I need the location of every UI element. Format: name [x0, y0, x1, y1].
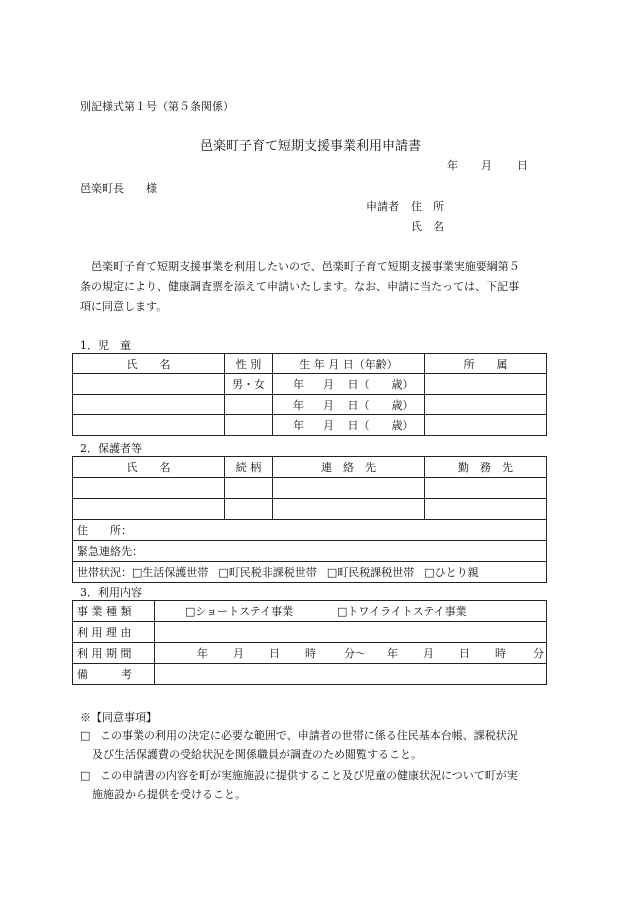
- table-row: [73, 415, 547, 436]
- date-year: 年: [447, 159, 458, 172]
- usage-type-options: [155, 601, 547, 622]
- header-birthdate: 生 年 月 日（年齢）: [273, 354, 425, 374]
- contact-cell[interactable]: [273, 478, 425, 499]
- consent-item-1: [80, 726, 550, 764]
- consent-checkbox-2[interactable]: □: [80, 769, 91, 782]
- workplace-cell[interactable]: [425, 499, 547, 520]
- affiliation-cell[interactable]: [425, 415, 547, 436]
- table-row: [73, 499, 547, 520]
- usage-reason-field[interactable]: [155, 622, 547, 643]
- guardian-name-cell[interactable]: [73, 499, 225, 520]
- header-gender: 性 別: [225, 354, 273, 374]
- form-title: 邑楽町子育て短期支援事業利用申請書: [200, 139, 422, 154]
- remarks-row: [73, 664, 547, 685]
- relationship-cell[interactable]: [225, 499, 273, 520]
- intro-line: 項に同意します。: [80, 300, 168, 313]
- intro-line: 邑楽町子育て短期支援事業を利用したいので、邑楽町子育て短期支援事業実施要綱第５: [80, 260, 520, 273]
- header-workplace: 勤 務 先: [425, 457, 547, 478]
- date-day: 日: [517, 159, 528, 172]
- usage-period-field[interactable]: 年 月 日 時 分〜 年 月 日 時 分: [155, 643, 547, 664]
- section-children-heading: 1．児 童: [80, 339, 131, 352]
- consent-heading: ※【同意事項】: [80, 711, 157, 724]
- guardian-name-cell[interactable]: [73, 478, 225, 499]
- usage-reason-label: 利 用 理 由: [73, 622, 155, 643]
- child-name-cell[interactable]: [73, 374, 225, 395]
- usage-type-row: [73, 601, 547, 622]
- address-label: 住 所：: [73, 520, 547, 541]
- date-month: 月: [481, 159, 492, 172]
- consent-item-2: [80, 766, 550, 804]
- address-row[interactable]: [73, 520, 547, 541]
- section-usage-heading: 3．利用内容: [80, 586, 142, 599]
- intro-paragraph: [80, 257, 520, 317]
- twilight-stay-option[interactable]: □トワイライトステイ事業: [337, 605, 467, 618]
- household-status-cell: [73, 562, 547, 583]
- consent-text-1: この事業の利用の決定に必要な範囲で、申請者の世帯に係る住民基本台帳、課税状況 及び生活保護費の受給状況を関係職員が調査のため閲覧すること。: [92, 729, 518, 761]
- birthdate-cell[interactable]: 年 月 日（ 歳）: [273, 395, 425, 415]
- gender-cell[interactable]: [225, 395, 273, 415]
- relationship-cell[interactable]: [225, 478, 273, 499]
- household-option-taxable[interactable]: □町民税課税世帯: [326, 566, 415, 579]
- consent-text-2: この申請書の内容を町が実施施設に提供すること及び児童の健康状況について町が実 施施設から提供を受けること。: [92, 769, 518, 801]
- consent-checkbox-1[interactable]: □: [80, 729, 91, 742]
- affiliation-cell[interactable]: [425, 374, 547, 395]
- addressee: 邑楽町長 様: [80, 182, 157, 195]
- gender-cell[interactable]: 男・女: [225, 374, 273, 395]
- usage-type-label: 事 業 種 類: [73, 601, 155, 622]
- table-row: [73, 374, 547, 395]
- table-row: [73, 395, 547, 415]
- emergency-contact-row[interactable]: [73, 541, 547, 562]
- remarks-label: 備 考: [73, 664, 155, 685]
- guardians-table: [72, 456, 547, 583]
- contact-cell[interactable]: [273, 499, 425, 520]
- emergency-contact-label: 緊急連絡先：: [73, 541, 547, 562]
- guardians-header-row: [73, 457, 547, 478]
- children-table: [72, 353, 547, 436]
- household-option-non-taxable[interactable]: □町民税非課税世帯: [218, 566, 317, 579]
- intro-line: 条の規定により、健康調査票を添えて申請いたします。なお、申請に当たっては、下記事: [80, 280, 520, 293]
- remarks-field[interactable]: [155, 664, 547, 685]
- applicant-name-label: 氏 名: [411, 220, 444, 233]
- children-header-row: [73, 354, 547, 374]
- household-status-row: [73, 562, 547, 583]
- header-affiliation: 所 属: [425, 354, 547, 374]
- usage-table: [72, 600, 547, 685]
- household-status-label: 世帯状況：: [77, 566, 132, 579]
- child-name-cell[interactable]: [73, 415, 225, 436]
- workplace-cell[interactable]: [425, 478, 547, 499]
- gender-cell[interactable]: [225, 415, 273, 436]
- applicant-address-label: 住 所: [411, 200, 444, 213]
- birthdate-cell[interactable]: 年 月 日（ 歳）: [273, 374, 425, 395]
- short-stay-option[interactable]: □ショートステイ事業: [185, 605, 294, 618]
- household-option-welfare[interactable]: □生活保護世帯: [132, 566, 209, 579]
- header-contact: 連 絡 先: [273, 457, 425, 478]
- table-row: [73, 478, 547, 499]
- usage-period-label: 利 用 期 間: [73, 643, 155, 664]
- header-name: 氏 名: [73, 354, 225, 374]
- usage-period-row: [73, 643, 547, 664]
- usage-reason-row: [73, 622, 547, 643]
- birthdate-cell[interactable]: 年 月 日（ 歳）: [273, 415, 425, 436]
- header-name: 氏 名: [73, 457, 225, 478]
- affiliation-cell[interactable]: [425, 395, 547, 415]
- household-option-single-parent[interactable]: □ひとり親: [424, 566, 479, 579]
- section-guardians-heading: 2．保護者等: [80, 442, 142, 455]
- header-relationship: 続 柄: [225, 457, 273, 478]
- child-name-cell[interactable]: [73, 395, 225, 415]
- applicant-label: 申請者: [366, 200, 399, 213]
- form-reference: 別記様式第１号（第５条関係）: [80, 100, 234, 113]
